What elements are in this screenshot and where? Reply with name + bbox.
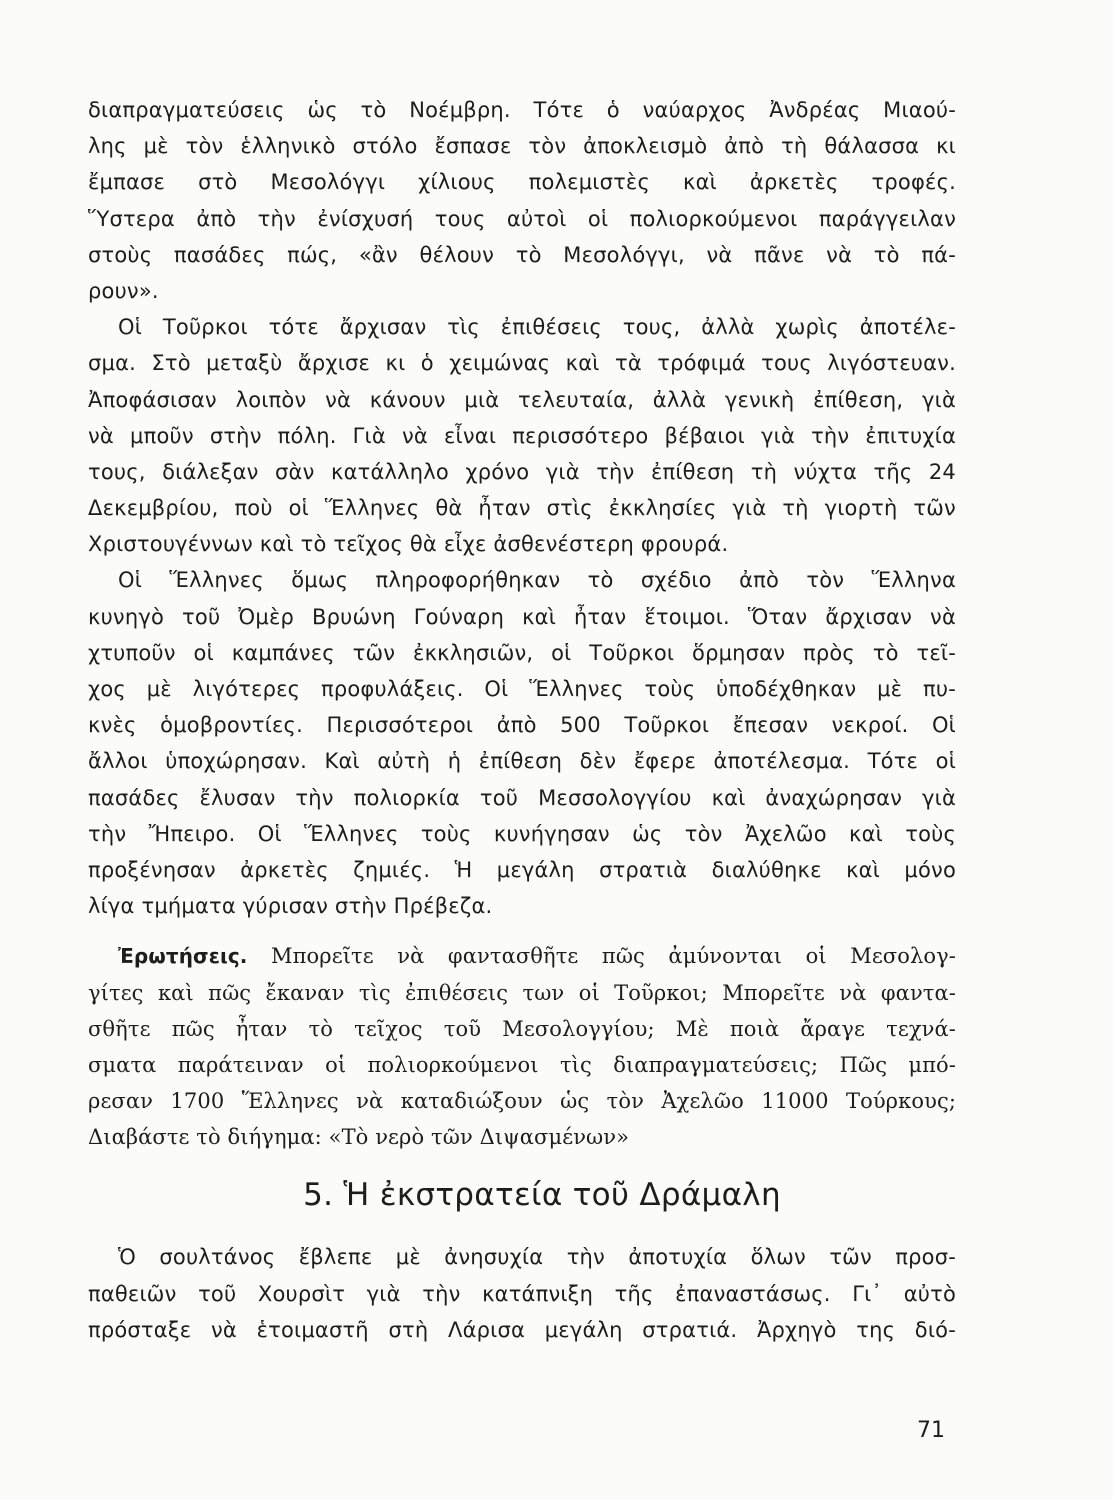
text-line: Ἀποφάσισαν λοιπὸν νὰ κάνουν μιὰ τελευταία, ἀλλὰ γενικὴ ἐπίθεση, γιὰ (88, 387, 956, 412)
text-line: προξένησαν ἀρκετὲς ζημιές. Ἡ μεγάλη στρατιὰ διαλύθηκε καὶ μόνο (88, 857, 956, 882)
page-number: 71 (917, 1418, 945, 1443)
text-line: κνὲς ὁμοβροντίες. Περισσότεροι ἀπὸ 500 Τοῦρκοι ἔπεσαν νεκροί. Οἱ (88, 713, 956, 738)
questions-label: Ἐρωτήσεις. (118, 944, 248, 969)
text-line: κυνηγὸ τοῦ Ὀμὲρ Βρυώνη Γούναρη καὶ ἦταν ἕτοιμοι. Ὅταν ἄρχισαν νὰ (88, 604, 956, 629)
text-line: στοὺς πασάδες πώς, «ἂν θέλουν τὸ Μεσολόγγι, νὰ πᾶνε νὰ τὸ πά- (88, 242, 956, 267)
paragraph-2 (88, 309, 956, 562)
questions-block (88, 938, 956, 1155)
questions-first-line (88, 938, 956, 974)
text-line: σθῆτε πῶς ἦταν τὸ τεῖχος τοῦ Μεσολογγίου; Μὲ ποιὰ ἄραγε τεχνά- (88, 1016, 956, 1041)
spacer (88, 924, 956, 938)
text-line: χτυποῦν οἱ καμπάνες τῶν ἐκκλησιῶν, οἱ Τοῦρκοι ὅρμησαν πρὸς τὸ τεῖ- (88, 640, 956, 665)
text-line: χος μὲ λιγότερες προφυλάξεις. Οἱ Ἕλληνες τοὺς ὑποδέχθηκαν μὲ πυ- (88, 677, 956, 701)
text-line: Ὕστερα ἀπὸ τὴν ἐνίσχυσή τους αὐτοὶ οἱ πολιορκούμενοι παράγγειλαν (88, 206, 956, 231)
text-line: πασάδες ἔλυσαν τὴν πολιορκία τοῦ Μεσσολογγίου καὶ ἀναχώρησαν γιὰ (88, 785, 956, 810)
paragraph-1 (88, 92, 956, 309)
text-line: παθειῶν τοῦ Χουρσὶτ γιὰ τὴν κατάπνιξη τῆς ἐπαναστάσως. Γι᾽ αὐτὸ (88, 1281, 956, 1306)
text-line: ρεσαν 1700 Ἕλληνες νὰ καταδιώξουν ὡς τὸν Ἀχελῶο 11000 Τούρκους; (88, 1089, 956, 1114)
text-line: γίτες καὶ πῶς ἔκαναν τὶς ἐπιθέσεις των οἱ Τοῦρκοι; Μπορεῖτε νὰ φαντα- (88, 980, 956, 1005)
paragraph-closing (88, 1239, 956, 1348)
text-line: ἄλλοι ὑποχώρησαν. Καὶ αὐτὴ ἡ ἐπίθεση δὲν ἔφερε ἀποτέλεσμα. Τότε οἱ (88, 749, 956, 774)
text-line: ἔμπασε στὸ Μεσολόγγι χίλιους πολεμιστὲς καὶ ἀρκετὲς τροφές. (88, 170, 956, 195)
text-line: Δεκεμβρίου, ποὺ οἱ Ἕλληνες θὰ ἦταν στὶς ἐκκλησίες γιὰ τὴ γιορτὴ τῶν (88, 496, 956, 521)
text-line: τὴν Ἤπειρο. Οἱ Ἕλληνες τοὺς κυνήγησαν ὡς τὸν Ἀχελῶο καὶ τοὺς (88, 821, 956, 846)
section-heading: 5. Ἡ ἐκστρατεία τοῦ Δράμαλη (303, 1177, 781, 1214)
text-line: Οἱ Ἕλληνες ὅμως πληροφορήθηκαν τὸ σχέδιο ἀπὸ τὸν Ἕλληνα (118, 568, 956, 593)
text-line: σμα. Στὸ μεταξὺ ἄρχισε κι ὁ χειμώνας καὶ τὰ τρόφιμά τους λιγόστευαν. (88, 351, 956, 376)
text-line: Ὁ σουλτάνος ἔβλεπε μὲ ἀνησυχία τὴν ἀποτυχία ὅλων τῶν προσ- (118, 1245, 956, 1270)
questions-text: Μπορεῖτε νὰ φαντασθῆτε πῶς ἀμύνονται οἱ Μεσολογ- (271, 944, 956, 969)
text-line: λίγα τμήματα γύρισαν στὴν Πρέβεζα. (88, 894, 493, 919)
text-line: Διαβάστε τὸ διήγημα: «Τὸ νερὸ τῶν Διψασμένων» (88, 1125, 630, 1150)
text-line: σματα παράτειναν οἱ πολιορκούμενοι τὶς διαπραγματεύσεις; Πῶς μπό- (88, 1052, 956, 1077)
page-body (88, 92, 956, 1348)
text-line: τους, διάλεξαν σὰν κατάλληλο χρόνο γιὰ τὴν ἐπίθεση τὴ νύχτα τῆς 24 (88, 459, 956, 484)
text-line: πρόσταξε νὰ ἑτοιμαστῆ στὴ Λάρισα μεγάλη στρατιά. Ἀρχηγὸ της διό- (88, 1317, 956, 1342)
text-line: διαπραγματεύσεις ὡς τὸ Νοέμβρη. Τότε ὁ ναύαρχος Ἀνδρέας Μιαού- (88, 98, 956, 122)
text-line: ρουν». (88, 278, 159, 303)
text-line: Οἱ Τοῦρκοι τότε ἄρχισαν τὶς ἐπιθέσεις τους, ἀλλὰ χωρὶς ἀποτέλε- (118, 315, 956, 340)
text-line: νὰ μποῦν στὴν πόλη. Γιὰ νὰ εἶναι περισσότερο βέβαιοι γιὰ τὴν ἐπιτυχία (88, 423, 956, 448)
text-line: λης μὲ τὸν ἑλληνικὸ στόλο ἔσπασε τὸν ἀποκλεισμὸ ἀπὸ τὴ θάλασσα κι (88, 134, 956, 159)
paragraph-3 (88, 562, 956, 924)
text-line: Χριστουγέννων καὶ τὸ τεῖχος θὰ εἶχε ἀσθενέστερη φρουρά. (88, 532, 729, 557)
